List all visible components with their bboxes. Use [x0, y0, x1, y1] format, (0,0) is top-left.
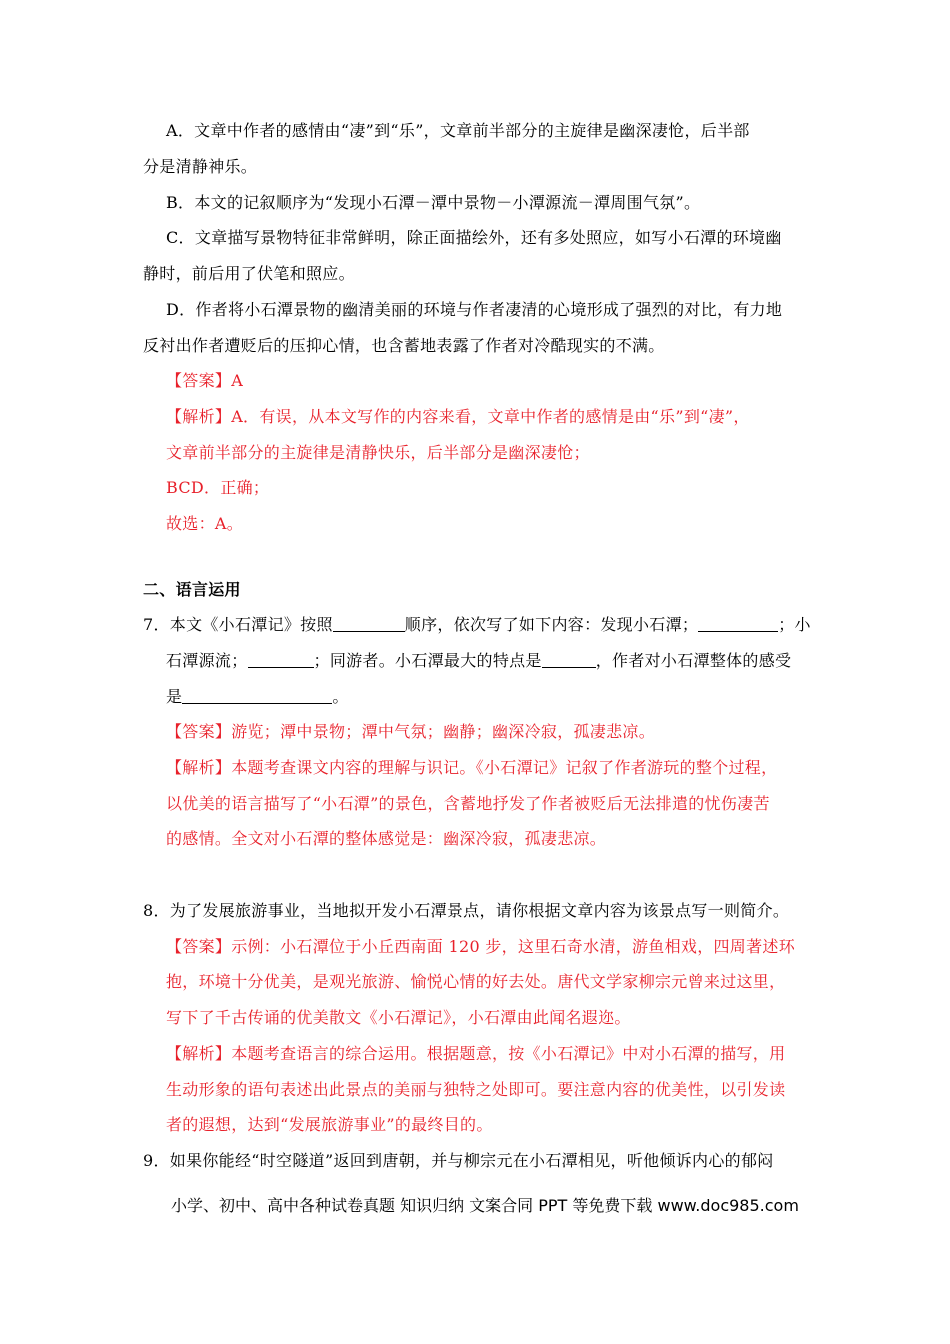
- q7-answer: 【答案】游览；潭中景物；潭中气氛；幽静；幽深冷寂，孤凄悲凉。: [166, 722, 656, 741]
- q8-answer-line1: 【答案】示例：小石潭位于小丘西南面 120 步，这里石奇水清，游鱼相戏，四周著述环: [166, 937, 796, 956]
- q8-analysis-line2: 生动形象的语句表述出此景点的美丽与独特之处即可。要注意内容的优美性，以引发读: [166, 1080, 786, 1099]
- q6-option-d-line2: 反衬出作者遭贬后的压抑心情，也含蓄地表露了作者对冷酷现实的不满。: [143, 336, 665, 355]
- q7-line1: [143, 615, 811, 635]
- q8-analysis-line3: 者的遐想，达到“发展旅游事业”的最终目的。: [166, 1115, 493, 1134]
- q8-answer-line3: 写下了千古传诵的优美散文《小石潭记》，小石潭由此闻名遐迩。: [166, 1008, 631, 1027]
- q7-analysis-line1: 【解析】本题考查课文内容的理解与识记。《小石潭记》记叙了作者游玩的整个过程，: [166, 758, 778, 777]
- q9-line1: 9．如果你能经“时空隧道”返回到唐朝，并与柳宗元在小石潭相见，听他倾诉内心的郁闷: [143, 1151, 774, 1170]
- q7-line2: [166, 651, 791, 671]
- q6-analysis-line1: 【解析】A．有误，从本文写作的内容来看，文章中作者的感情是由“乐”到“凄”，: [166, 407, 750, 426]
- q6-analysis-line4: 故选：A。: [166, 514, 244, 533]
- q7-text: 石潭源流；: [166, 651, 248, 670]
- q6-answer: 【答案】A: [166, 371, 244, 390]
- q7-text: ；同游者。小石潭最大的特点是: [313, 651, 542, 670]
- q7-blank-feature: [542, 651, 596, 668]
- q6-option-d-line1: D．作者将小石潭景物的幽清美丽的环境与作者凄清的心境形成了强烈的对比，有力地: [166, 300, 783, 319]
- q7-text: ；小: [778, 615, 811, 634]
- q7-text: 7．本文《小石潭记》按照: [143, 615, 333, 634]
- q6-option-c-line2: 静时，前后用了伏笔和照应。: [143, 264, 355, 283]
- q6-option-a-line1: A．文章中作者的感情由“凄”到“乐”，文章前半部分的主旋律是幽深凄怆，后半部: [166, 121, 750, 140]
- q7-blank-content: [698, 615, 778, 632]
- q6-option-b: B．本文的记叙顺序为“发现小石潭－潭中景物－小潭源流－潭周围气氛”。: [166, 193, 701, 212]
- q7-blank-atmosphere: [248, 651, 314, 668]
- q6-option-c-line1: C．文章描写景物特征非常鲜明，除正面描绘外，还有多处照应，如写小石潭的环境幽: [166, 228, 782, 247]
- q7-text: 顺序，依次写了如下内容：发现小石潭；: [404, 615, 699, 634]
- q7-blank-order: [333, 615, 405, 632]
- page-footer: 小学、初中、高中各种试卷真题 知识归纳 文案合同 PPT 等免费下载 www.doc985.com: [171, 1196, 799, 1215]
- q7-line3: [166, 687, 349, 707]
- q8-answer-line2: 抱，环境十分优美，是观光旅游、愉悦心情的好去处。唐代文学家柳宗元曾来过这里，: [166, 972, 786, 991]
- q7-text: 是: [166, 687, 183, 706]
- q7-analysis-line3: 的感情。全文对小石潭的整体感觉是：幽深冷寂，孤凄悲凉。: [166, 829, 607, 848]
- q8-question: 8．为了发展旅游事业，当地拟开发小石潭景点，请你根据文章内容为该景点写一则简介。: [143, 901, 790, 920]
- q8-analysis-line1: 【解析】本题考查语言的综合运用。根据题意，按《小石潭记》中对小石潭的描写，用: [166, 1044, 786, 1063]
- q6-option-a-line2: 分是清静神乐。: [143, 157, 258, 176]
- q6-analysis-line2: 文章前半部分的主旋律是清静快乐，后半部分是幽深凄怆；: [166, 443, 590, 462]
- q7-text: ，作者对小石潭整体的感受: [595, 651, 792, 670]
- q7-analysis-line2: 以优美的语言描写了“小石潭”的景色，含蓄地抒发了作者被贬后无法排遣的忧伤凄苦: [166, 794, 770, 813]
- q7-text: 。: [332, 687, 349, 706]
- section-title: 二、语言运用: [143, 580, 241, 599]
- q6-analysis-line3: BCD．正确；: [166, 478, 270, 497]
- q7-blank-feeling: [182, 687, 332, 704]
